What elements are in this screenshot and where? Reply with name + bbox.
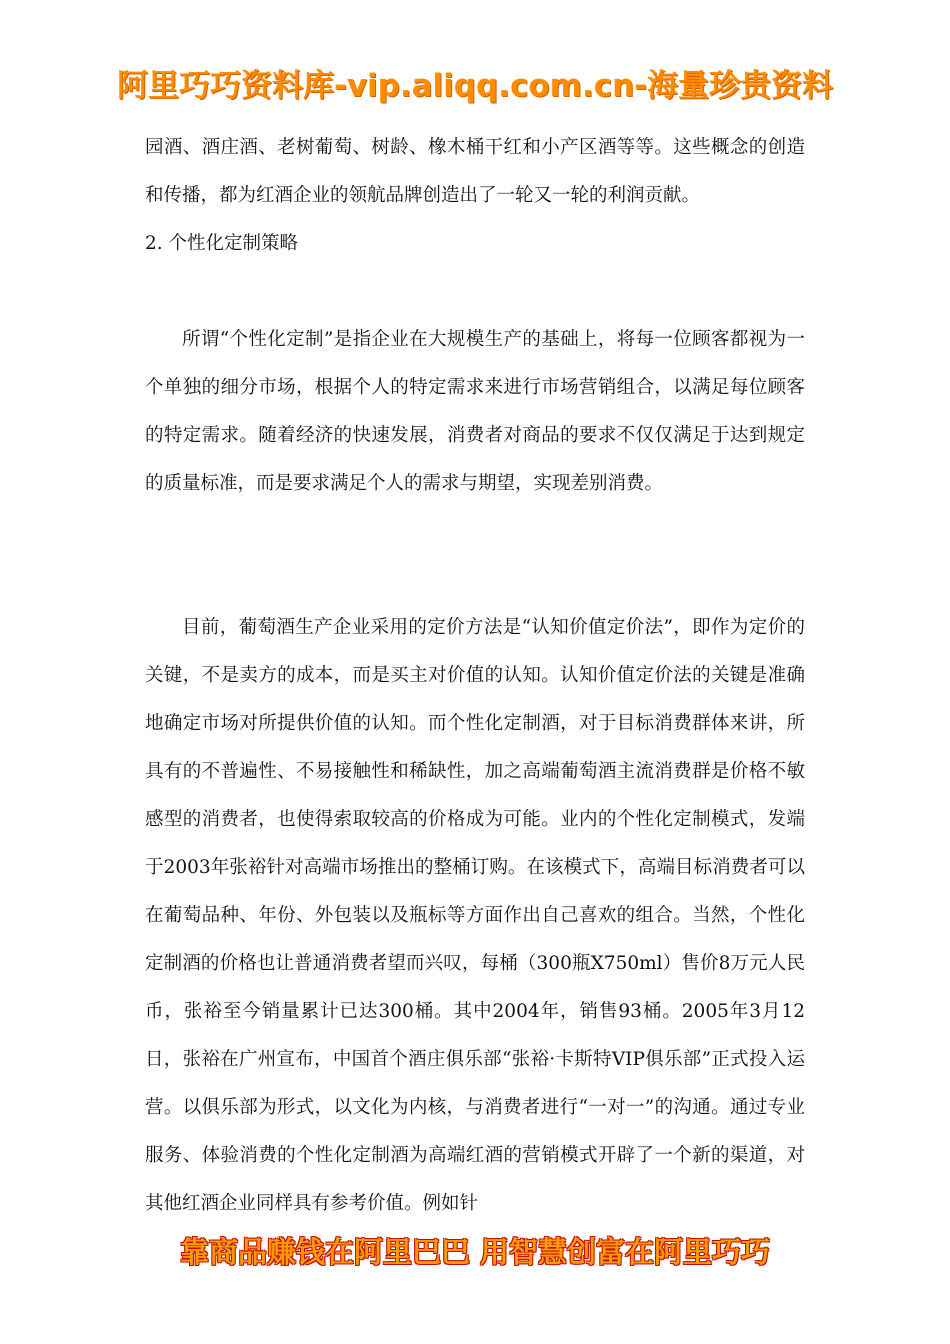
header-banner: 阿里巧巧资料库-vip.aliqq.com.cn-海量珍贵资料 [116, 68, 834, 104]
paragraph-definition: 所谓“个性化定制”是指企业在大规模生产的基础上，将每一位顾客都视为一个单独的细分市场，根据个人的特定需求来进行市场营销组合，以满足每位顾客的特定需求。随着经济的快速发展，消费者对商品的要求不仅仅满足于达到规定的质量标准，而是要求满足个人的需求与期望，实现差别消费。 [145, 329, 805, 494]
section-heading: 2. 个性化定制策略 [145, 233, 299, 254]
blank-line [145, 508, 805, 604]
paragraph-intro: 园酒、酒庄酒、老树葡萄、树龄、橡木桶干红和小产区酒等等。这些概念的创造和传播，都为红酒企业的领航品牌创造出了一轮又一轮的利润贡献。 [145, 137, 805, 206]
footer-banner: 靠商品赚钱在阿里巴巴 用智慧创富在阿里巧巧 [179, 1235, 771, 1269]
paragraph-pricing: 目前，葡萄酒生产企业采用的定价方法是“认知价值定价法”，即作为定价的关键，不是卖方的成本，而是买主对价值的认知。认知价值定价法的关键是准确地确定市场对所提供价值的认知。而个性化定制酒，对于目标消费群体来讲，所具有的不普遍性、不易接触性和稀缺性，加之高端葡萄酒主流消费群是价格不敏感型的消费者，也使得索取较高的价格成为可能。业内的个性化定制模式，发端于2003年张裕针对高端市场推出的整桶订购。在该模式下，高端目标消费者可以在葡萄品种、年份、外包装以及瓶标等方面作出自己喜欢的组合。当然，个性化定制酒的价格也让普通消费者望而兴叹，每桶（300瓶X750ml）售价8万元人民币，张裕至今销量累计已达300桶。其中2004年，销售93桶。2005年3月12日，张裕在广州宣布，中国首个酒庄俱乐部“张裕·卡斯特VIP俱乐部”正式投入运营。以俱乐部为形式，以文化为内核，与消费者进行“一对一”的沟通。通过专业服务、体验消费的个性化定制酒为高端红酒的营销模式开辟了一个新的渠道，对其他红酒企业同样具有参考价值。例如针 [145, 617, 805, 1214]
document-body [145, 124, 805, 1228]
blank-line [145, 268, 805, 316]
